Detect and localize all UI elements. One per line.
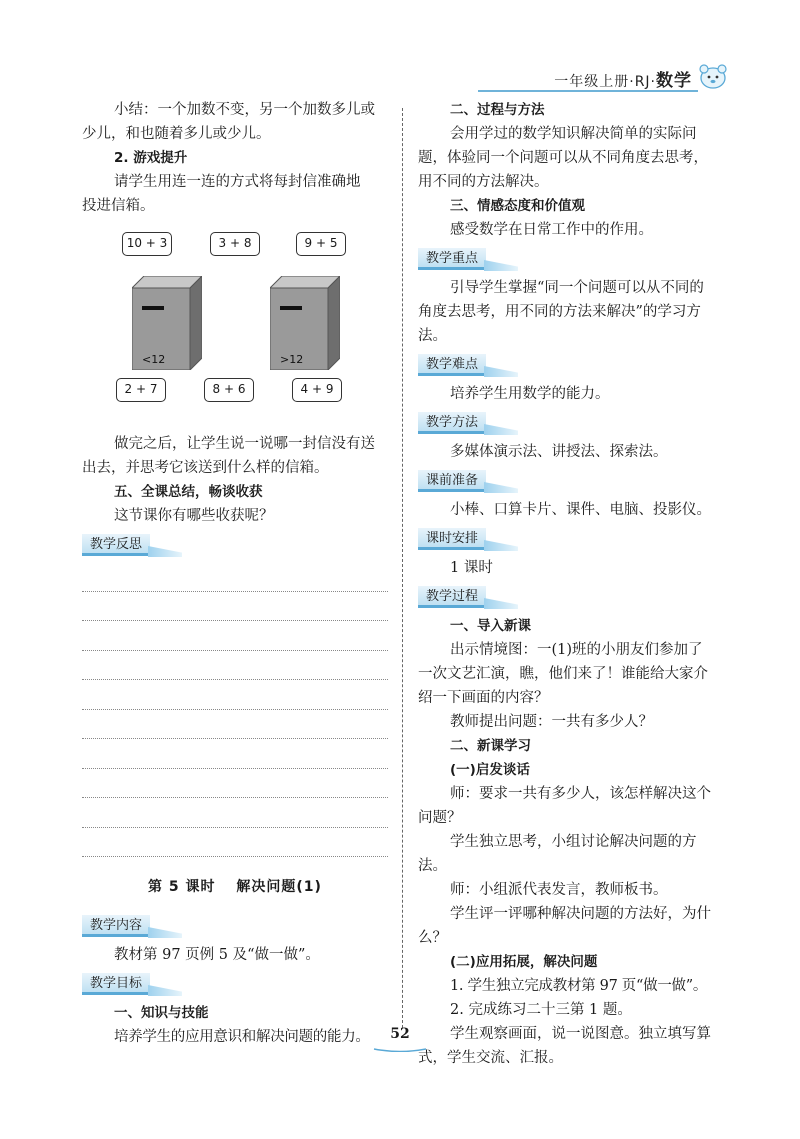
- header-edition: RJ: [634, 74, 651, 90]
- process-heading: 一、导入新课: [450, 618, 531, 634]
- writing-line: [82, 739, 388, 769]
- content-text: 教材第 97 页例 5 及“做一做”。: [114, 947, 320, 963]
- mailbox-greater-than-12: [270, 276, 340, 370]
- process-subheading: (一)启发谈话: [450, 762, 530, 778]
- section-tag-goals: [82, 971, 388, 997]
- difficulty-text: 培养学生用数学的能力。: [450, 386, 610, 402]
- goal-text: 题，体验同一个问题可以从不同角度去思考，: [418, 150, 708, 166]
- tag-label: 课时安排: [418, 528, 486, 550]
- tag-tail: [484, 482, 518, 493]
- summary-line: 小结：一个加数不变，另一个加数多儿或: [114, 102, 375, 118]
- section-tag-preparation: [418, 468, 728, 494]
- page-number-ornament: [372, 1046, 428, 1052]
- writing-line: [82, 828, 388, 858]
- tag-label: 教学重点: [418, 248, 486, 270]
- process-text: 问题？: [418, 810, 462, 826]
- goal-text: 培养学生的应用意识和解决问题的能力。: [114, 1029, 370, 1045]
- tag-label: 教学过程: [418, 586, 486, 608]
- tag-tail: [484, 260, 518, 271]
- summary-heading: 五、全课总结，畅谈收获: [114, 484, 263, 500]
- header-subject: 数学: [656, 71, 692, 91]
- process-text: 绍一下画面的内容？: [418, 690, 549, 706]
- tag-label: 教学难点: [418, 354, 486, 376]
- tag-tail: [484, 366, 518, 377]
- section-tag-reflection: [82, 532, 388, 558]
- header-separator: ·: [629, 74, 635, 90]
- letter-card: 9 + 5: [296, 232, 346, 256]
- key-point-text: 角度去思考，用不同的方法来解决”的学习方: [418, 304, 701, 320]
- writing-line: [82, 621, 388, 651]
- goal-heading: 一、知识与技能: [114, 1005, 209, 1021]
- section-tag-content: [82, 913, 388, 939]
- process-text: 师：要求一共有多少人，该怎样解决这个: [450, 786, 711, 802]
- page-number: 52: [390, 1026, 410, 1042]
- tag-tail: [484, 424, 518, 435]
- right-column: [418, 98, 728, 1070]
- tag-tail: [148, 546, 182, 557]
- lesson-title: 第 5 课时 解决问题(1): [148, 879, 322, 895]
- process-text: 出示情境图：一(1)班的小朋友们参加了: [450, 642, 703, 658]
- writing-line: [82, 592, 388, 622]
- process-text: 师：小组派代表发言，教师板书。: [450, 882, 668, 898]
- tag-label: 教学内容: [82, 915, 150, 937]
- method-text: 多媒体演示法、讲授法、探索法。: [450, 444, 668, 460]
- tag-label: 教学目标: [82, 973, 150, 995]
- header-separator: ·: [650, 74, 656, 90]
- section-tag-methods: [418, 410, 728, 436]
- process-text: 么？: [418, 930, 447, 946]
- letter-card: 10 + 3: [122, 232, 172, 256]
- goal-text: 感受数学在日常工作中的作用。: [450, 222, 653, 238]
- summary-line: 少儿，和也随着多儿或少儿。: [82, 126, 271, 142]
- section-tag-schedule: [418, 526, 728, 552]
- writing-line: [82, 680, 388, 710]
- tag-label: 教学反思: [82, 534, 150, 556]
- summary-question: 这节课你有哪些收获呢？: [114, 508, 274, 524]
- mailbox-label: >12: [280, 353, 304, 366]
- process-text: 学生观察画面，说一说图意。独立填写算: [450, 1026, 711, 1042]
- section-tag-key-points: [418, 246, 728, 272]
- key-point-text: 引导学生掌握“同一个问题可以从不同的: [450, 280, 704, 296]
- writing-line: [82, 651, 388, 681]
- after-game-text: 出去，并思考它该送到什么样的信箱。: [82, 460, 329, 476]
- schedule-text: 1 课时: [450, 560, 493, 576]
- process-text: 1. 学生独立完成教材第 97 页“做一做”。: [450, 978, 708, 994]
- game-description: 请学生用连一连的方式将每封信准确地: [114, 174, 361, 190]
- process-subheading: (二)应用拓展，解决问题: [450, 954, 598, 970]
- page-header: [478, 62, 728, 94]
- process-text: 教师提出问题：一共有多少人？: [450, 714, 653, 730]
- letter-card: 3 + 8: [210, 232, 260, 256]
- process-text: 学生独立思考，小组讨论解决问题的方: [450, 834, 697, 850]
- header-title: [554, 66, 692, 91]
- writing-line: [82, 769, 388, 799]
- game-description: 投进信箱。: [82, 198, 155, 214]
- letter-card: 2 + 7: [116, 378, 166, 402]
- goal-heading: 三、情感态度和价值观: [450, 198, 585, 214]
- letter-card: 4 + 9: [292, 378, 342, 402]
- writing-line: [82, 710, 388, 740]
- writing-line: [82, 562, 388, 592]
- bear-mascot-icon: [698, 62, 728, 90]
- tag-tail: [148, 985, 182, 996]
- process-text: 法。: [418, 858, 447, 874]
- writing-line: [82, 798, 388, 828]
- process-text: 式，学生交流、汇报。: [418, 1050, 563, 1066]
- goal-text: 用不同的方法解决。: [418, 174, 549, 190]
- letter-card: 8 + 6: [204, 378, 254, 402]
- goal-text: 会用学过的数学知识解决简单的实际问: [450, 126, 697, 142]
- tag-tail: [148, 927, 182, 938]
- game-heading: 2. 游戏提升: [114, 150, 188, 166]
- process-text: 2. 完成练习二十三第 1 题。: [450, 1002, 632, 1018]
- tag-tail: [484, 540, 518, 551]
- preparation-text: 小棒、口算卡片、课件、电脑、投影仪。: [450, 502, 711, 518]
- header-grade: 一年级上册: [554, 74, 630, 90]
- column-divider: [402, 108, 403, 1028]
- goal-heading: 二、过程与方法: [450, 102, 545, 118]
- mailbox-label: <12: [142, 353, 166, 366]
- process-text: 一次文艺汇演，瞧，他们来了！谁能给大家介: [418, 666, 708, 682]
- section-tag-process: [418, 584, 728, 610]
- process-heading: 二、新课学习: [450, 738, 531, 754]
- tag-label: 教学方法: [418, 412, 486, 434]
- left-column: [82, 98, 388, 1049]
- section-tag-difficulty: [418, 352, 728, 378]
- key-point-text: 法。: [418, 328, 447, 344]
- after-game-text: 做完之后，让学生说一说哪一封信没有送: [114, 436, 375, 452]
- mailbox-less-than-12: [132, 276, 202, 370]
- mailbox-game-figure: [82, 228, 388, 428]
- reflection-lines: [82, 562, 388, 857]
- process-text: 学生评一评哪种解决问题的方法好，为什: [450, 906, 711, 922]
- tag-label: 课前准备: [418, 470, 486, 492]
- tag-tail: [484, 598, 518, 609]
